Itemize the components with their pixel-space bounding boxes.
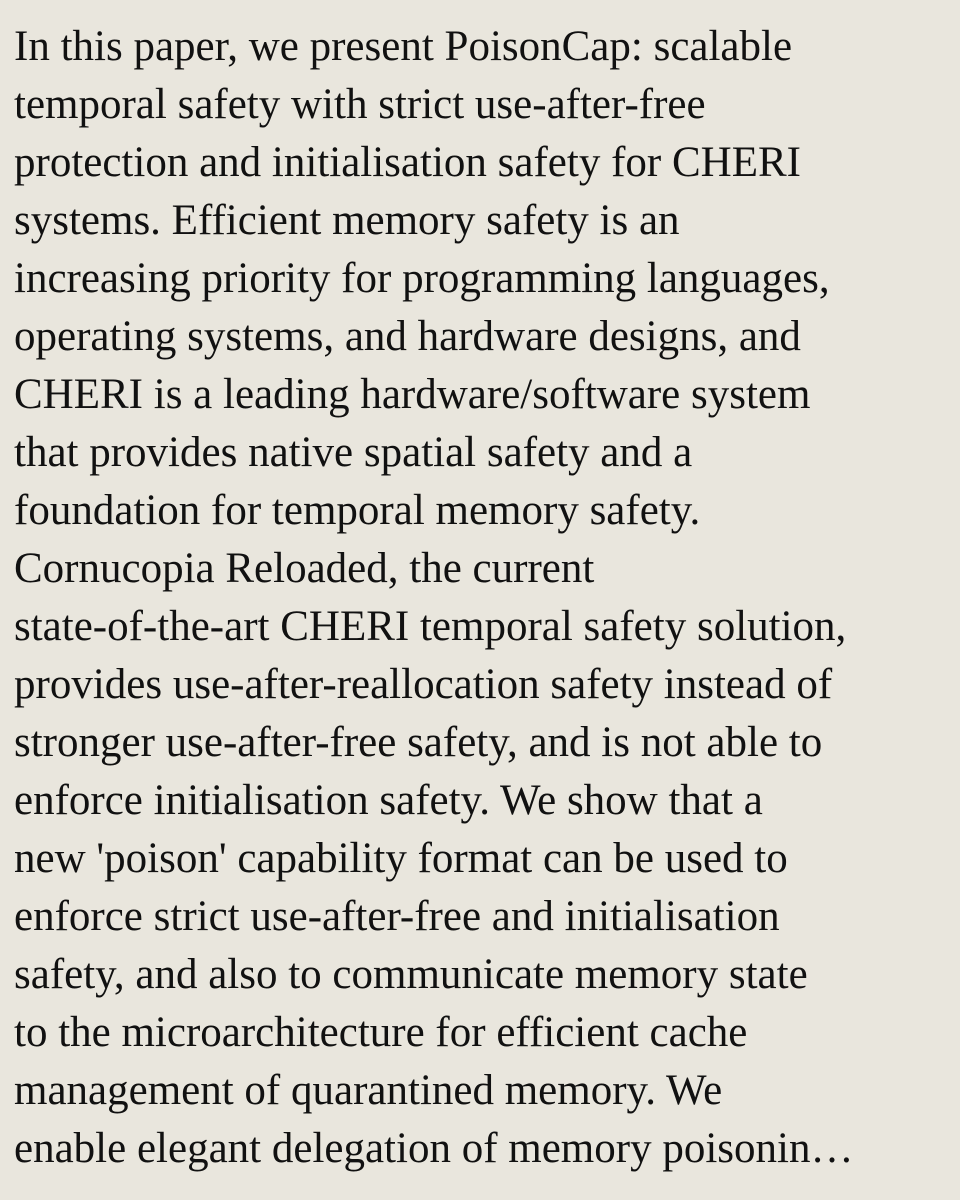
text-line: increasing priority for programming languages, bbox=[14, 255, 830, 302]
text-line: provides use-after-reallocation safety instead of bbox=[14, 661, 833, 708]
text-line: enforce initialisation safety. We show that a bbox=[14, 777, 763, 824]
text-line: to the microarchitecture for efficient cache bbox=[14, 1009, 748, 1056]
abstract-text bbox=[14, 18, 950, 1178]
text-line: systems. Efficient memory safety is an bbox=[14, 197, 680, 244]
text-line: that provides native spatial safety and a bbox=[14, 429, 693, 476]
text-line: stronger use-after-free safety, and is not able to bbox=[14, 719, 823, 766]
text-line: management of quarantined memory. We bbox=[14, 1067, 723, 1114]
text-line: foundation for temporal memory safety. bbox=[14, 487, 701, 534]
text-line: temporal safety with strict use-after-free bbox=[14, 81, 706, 128]
text-line: enforce strict use-after-free and initialisation bbox=[14, 893, 780, 940]
text-line: safety, and also to communicate memory state bbox=[14, 951, 808, 998]
text-line: protection and initialisation safety for CHERI bbox=[14, 139, 801, 186]
text-line: In this paper, we present PoisonCap: scalable bbox=[14, 23, 793, 70]
text-line: state-of-the-art CHERI temporal safety solution, bbox=[14, 603, 847, 650]
text-line: Cornucopia Reloaded, the current bbox=[14, 545, 595, 592]
text-line: operating systems, and hardware designs, and bbox=[14, 313, 801, 360]
text-line: CHERI is a leading hardware/software system bbox=[14, 371, 811, 418]
text-line: enable elegant delegation of memory poisonin… bbox=[14, 1125, 854, 1172]
text-line: new 'poison' capability format can be used to bbox=[14, 835, 788, 882]
